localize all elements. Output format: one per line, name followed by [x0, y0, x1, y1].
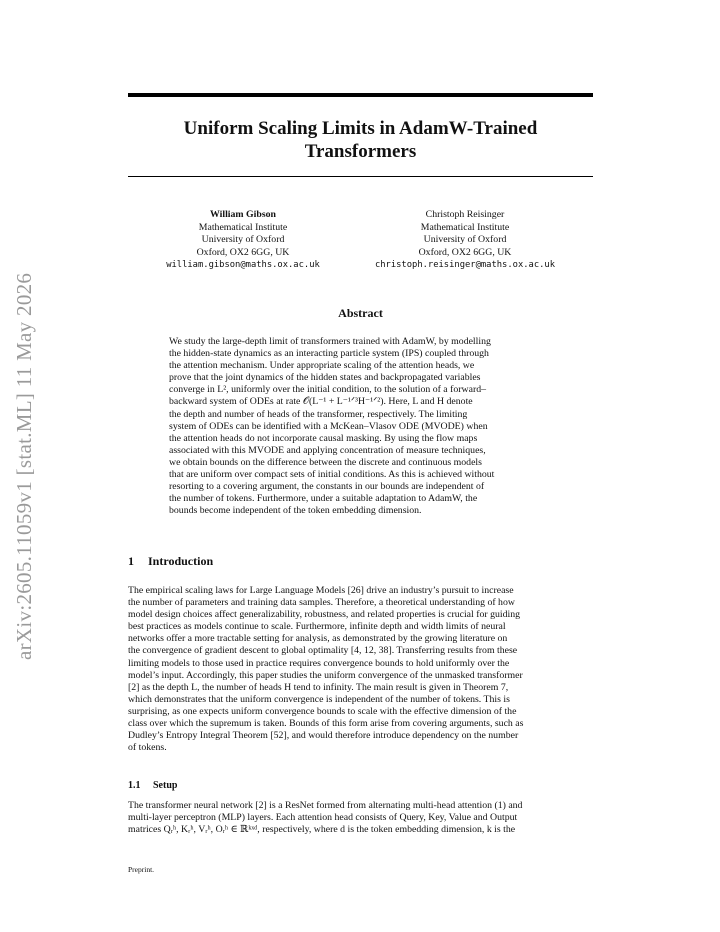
abstract-line: converge in L², uniformly over the initial condition, to the solution of a forward– [169, 384, 487, 396]
title-line: Transformers [304, 141, 417, 162]
section-heading [128, 554, 213, 569]
section-line: networks offer a more tractable setting for analysis, as demonstrated by the growing literature on [128, 633, 508, 645]
abstract-line: the depth and number of heads of the transformer, respectively. The limiting [169, 408, 468, 420]
abstract-line: the attention mechanism. Under appropriate scaling of the attention heads, we [169, 360, 475, 372]
author-block-2 [355, 209, 575, 272]
section-line: of tokens. [128, 742, 167, 754]
author-affiliation-line: University of Oxford [423, 234, 507, 246]
abstract-line: we obtain bounds on the difference between the discrete and continuous models [169, 456, 482, 468]
author-email: christoph.reisinger@maths.ox.ac.uk [374, 260, 556, 271]
section-line: class over which the supremum is taken. Bounds of this form arise from covering arguments, such as [128, 718, 524, 730]
section-line: the number of parameters and training data samples. Therefore, a theoretical understanding of how [128, 597, 515, 609]
section-line: surprising, as one expects uniform convergence bounds to scale with the effective dimension of the [128, 705, 517, 717]
title-line: Uniform Scaling Limits in AdamW-Trained [183, 118, 538, 139]
author-affiliation-line: Oxford, OX2 6GG, UK [196, 246, 290, 258]
title-top-rule [128, 93, 593, 97]
subsection-line: multi-layer perceptron (MLP) layers. Each attention head consists of Query, Key, Value and Output [128, 812, 518, 824]
abstract-line: the hidden-state dynamics as an interacting particle system (IPS) coupled through [169, 348, 489, 360]
author-affiliation-line: Oxford, OX2 6GG, UK [418, 246, 512, 258]
abstract-body [169, 336, 552, 517]
section-line: [2] as the depth L, the number of heads H tend to infinity. The main result is given in Theorem 7, [128, 681, 509, 693]
author-affiliation-line: Mathematical Institute [420, 221, 510, 233]
section-line: which demonstrates that the uniform convergence is independent of the number of tokens. This is [128, 693, 510, 705]
paper-title [128, 117, 593, 163]
preprint-footer: Preprint. [128, 865, 155, 874]
arxiv-identifier-stamp: arXiv:2605.11059v1 [stat.ML] 11 May 2026 [12, 272, 36, 660]
abstract-line: the attention heads do not incorporate causal masking. By using the flow maps [169, 432, 478, 444]
abstract-line: prove that the joint dynamics of the hidden states and backpropagated variables [169, 372, 481, 384]
abstract-line: resorting to a covering argument, the constants in our bounds are independent of [169, 481, 485, 493]
abstract-line: We study the large-depth limit of transformers trained with AdamW, by modelling [169, 336, 491, 347]
section-number: 1 [128, 554, 134, 568]
subsection-number: 1.1 [128, 780, 141, 791]
abstract-line: system of ODEs can be identified with a McKean–Vlasov ODE (MVODE) when [169, 420, 488, 432]
section-title: Introduction [148, 554, 214, 568]
section-line: The empirical scaling laws for Large Language Models [26] drive an industry’s pursuit to increase [128, 585, 514, 596]
section-line: limiting models to those used in practice requires convergence bounds to hold uniformly over the [128, 657, 510, 669]
author-affiliation-line: University of Oxford [201, 234, 285, 246]
abstract-line: bounds become independent of the token embedding dimension. [169, 505, 422, 517]
author-affiliation-line: Mathematical Institute [198, 221, 288, 233]
section-line: the convergence of gradient descent to global optimality [4, 12, 38]. Transferring results from these [128, 645, 518, 657]
title-bottom-rule [128, 176, 593, 177]
subsection-line: The transformer neural network [2] is a ResNet formed from alternating multi-head attention (1) and [128, 800, 523, 811]
subsection-body [128, 800, 593, 836]
abstract-line: associated with this MVODE and applying concentration of measure techniques, [169, 444, 486, 456]
subsection-heading [128, 780, 177, 791]
section-body [128, 585, 593, 754]
subsection-title: Setup [153, 780, 178, 791]
abstract-line: that are uniform over compact sets of initial conditions. As this is achieved without [169, 469, 495, 481]
author-name: Christoph Reisinger [425, 209, 505, 220]
author-block-1 [148, 209, 338, 272]
author-name: William Gibson [210, 209, 276, 220]
section-line: Dudley’s Entropy Integral Theorem [52], and would therefore introduce dependency on the number [128, 730, 519, 742]
abstract-line: the number of tokens. Furthermore, under a suitable adaptation to AdamW, the [169, 493, 478, 505]
section-line: model’s input. Accordingly, this paper studies the uniform convergence of the unmasked transformer [128, 669, 523, 681]
abstract-line: backward system of ODEs at rate 𝒪(L⁻¹ + L⁻¹ᐟ³H⁻¹ᐟ²). Here, L and H denote [169, 396, 473, 408]
section-line: model design choices affect generalizability, robustness, and related properties is crucial for guiding [128, 609, 521, 621]
author-email: william.gibson@maths.ox.ac.uk [166, 260, 320, 271]
section-line: best practices as models continue to scale. Furthermore, infinite depth and width limits of neural [128, 621, 506, 633]
subsection-line: matrices Qᵣʰ, Kᵣʰ, Vᵣʰ, Oᵣʰ ∈ ℝᵏˣᵈ, respectively, where d is the token embedding dimension, k is the [128, 824, 516, 836]
abstract-heading: Abstract [338, 306, 383, 320]
